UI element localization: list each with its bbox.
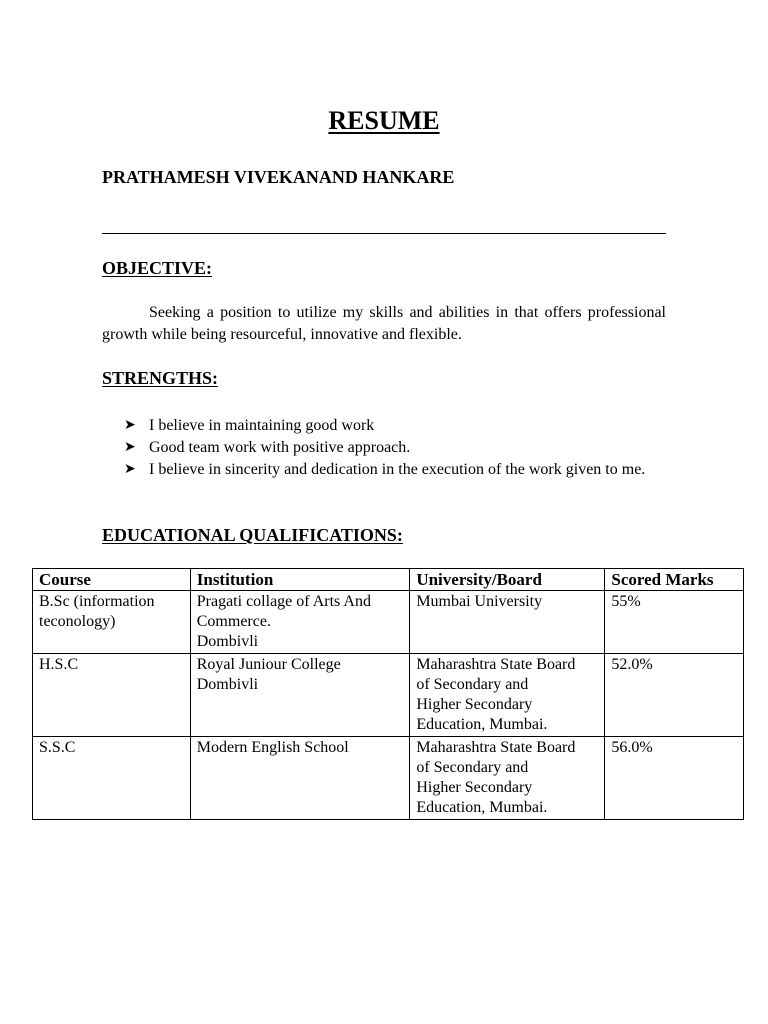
institution-cell	[190, 737, 410, 820]
board-cell	[410, 591, 605, 654]
arrow-bullet-icon: ➤	[124, 418, 136, 433]
strength-text: I believe in maintaining good work	[149, 417, 375, 434]
table-row	[33, 591, 744, 654]
cell-line: Higher Secondary	[416, 779, 533, 796]
header-divider	[102, 233, 666, 234]
cell-line: Education, Mumbai.	[416, 799, 548, 816]
course-cell	[33, 737, 191, 820]
course-cell	[33, 654, 191, 737]
institution-cell	[190, 654, 410, 737]
cell-line: of Secondary and	[416, 759, 529, 776]
resume-title: RESUME	[328, 106, 440, 135]
marks-cell: 55%	[605, 591, 744, 654]
objective-heading: OBJECTIVE:	[102, 258, 213, 278]
cell-line: Maharashtra State Board	[416, 656, 576, 673]
cell-line: Mumbai University	[416, 593, 543, 610]
cell-line: teconology)	[39, 613, 116, 630]
table-header-row	[33, 569, 744, 591]
strengths-heading: STRENGTHS:	[102, 368, 219, 388]
cell-line: Pragati collage of Arts And	[196, 593, 371, 610]
course-cell	[33, 591, 191, 654]
objective-text: Seeking a position to utilize my skills and abilities in that offers professional growth while being resourceful, innovative and flexible.	[102, 304, 666, 343]
cell-line: Dombivli	[196, 676, 259, 693]
strength-text: I believe in sincerity and dedication in the execution of the work given to me.	[149, 461, 646, 478]
arrow-bullet-icon: ➤	[124, 462, 136, 477]
institution-cell	[190, 591, 410, 654]
cell-line: Royal Juniour College	[196, 656, 341, 673]
candidate-name: PRATHAMESH VIVEKANAND HANKARE	[102, 167, 455, 187]
list-item	[102, 459, 666, 481]
cell-line: of Secondary and	[416, 676, 529, 693]
cell-line: H.S.C	[39, 656, 79, 673]
cell-line: S.S.C	[39, 739, 76, 756]
cell-line: Modern English School	[196, 739, 349, 756]
table-row	[33, 654, 744, 737]
column-header-institution: Institution	[190, 569, 410, 591]
column-header-course: Course	[33, 569, 191, 591]
marks-cell: 52.0%	[605, 654, 744, 737]
cell-line: B.Sc (information	[39, 593, 155, 610]
education-heading: EDUCATIONAL QUALIFICATIONS:	[102, 525, 403, 545]
cell-line: Maharashtra State Board	[416, 739, 576, 756]
board-cell	[410, 737, 605, 820]
strengths-list	[102, 415, 666, 481]
board-cell	[410, 654, 605, 737]
column-header-marks: Scored Marks	[605, 569, 744, 591]
list-item	[102, 437, 666, 459]
cell-line: Dombivli	[196, 633, 259, 650]
cell-line: Commerce.	[196, 613, 271, 630]
strength-text: Good team work with positive approach.	[149, 439, 411, 456]
education-table	[32, 568, 744, 820]
list-item	[102, 415, 666, 437]
cell-line: Higher Secondary	[416, 696, 533, 713]
column-header-board: University/Board	[410, 569, 605, 591]
marks-cell: 56.0%	[605, 737, 744, 820]
table-row	[33, 737, 744, 820]
cell-line: Education, Mumbai.	[416, 716, 548, 733]
arrow-bullet-icon: ➤	[124, 440, 136, 455]
